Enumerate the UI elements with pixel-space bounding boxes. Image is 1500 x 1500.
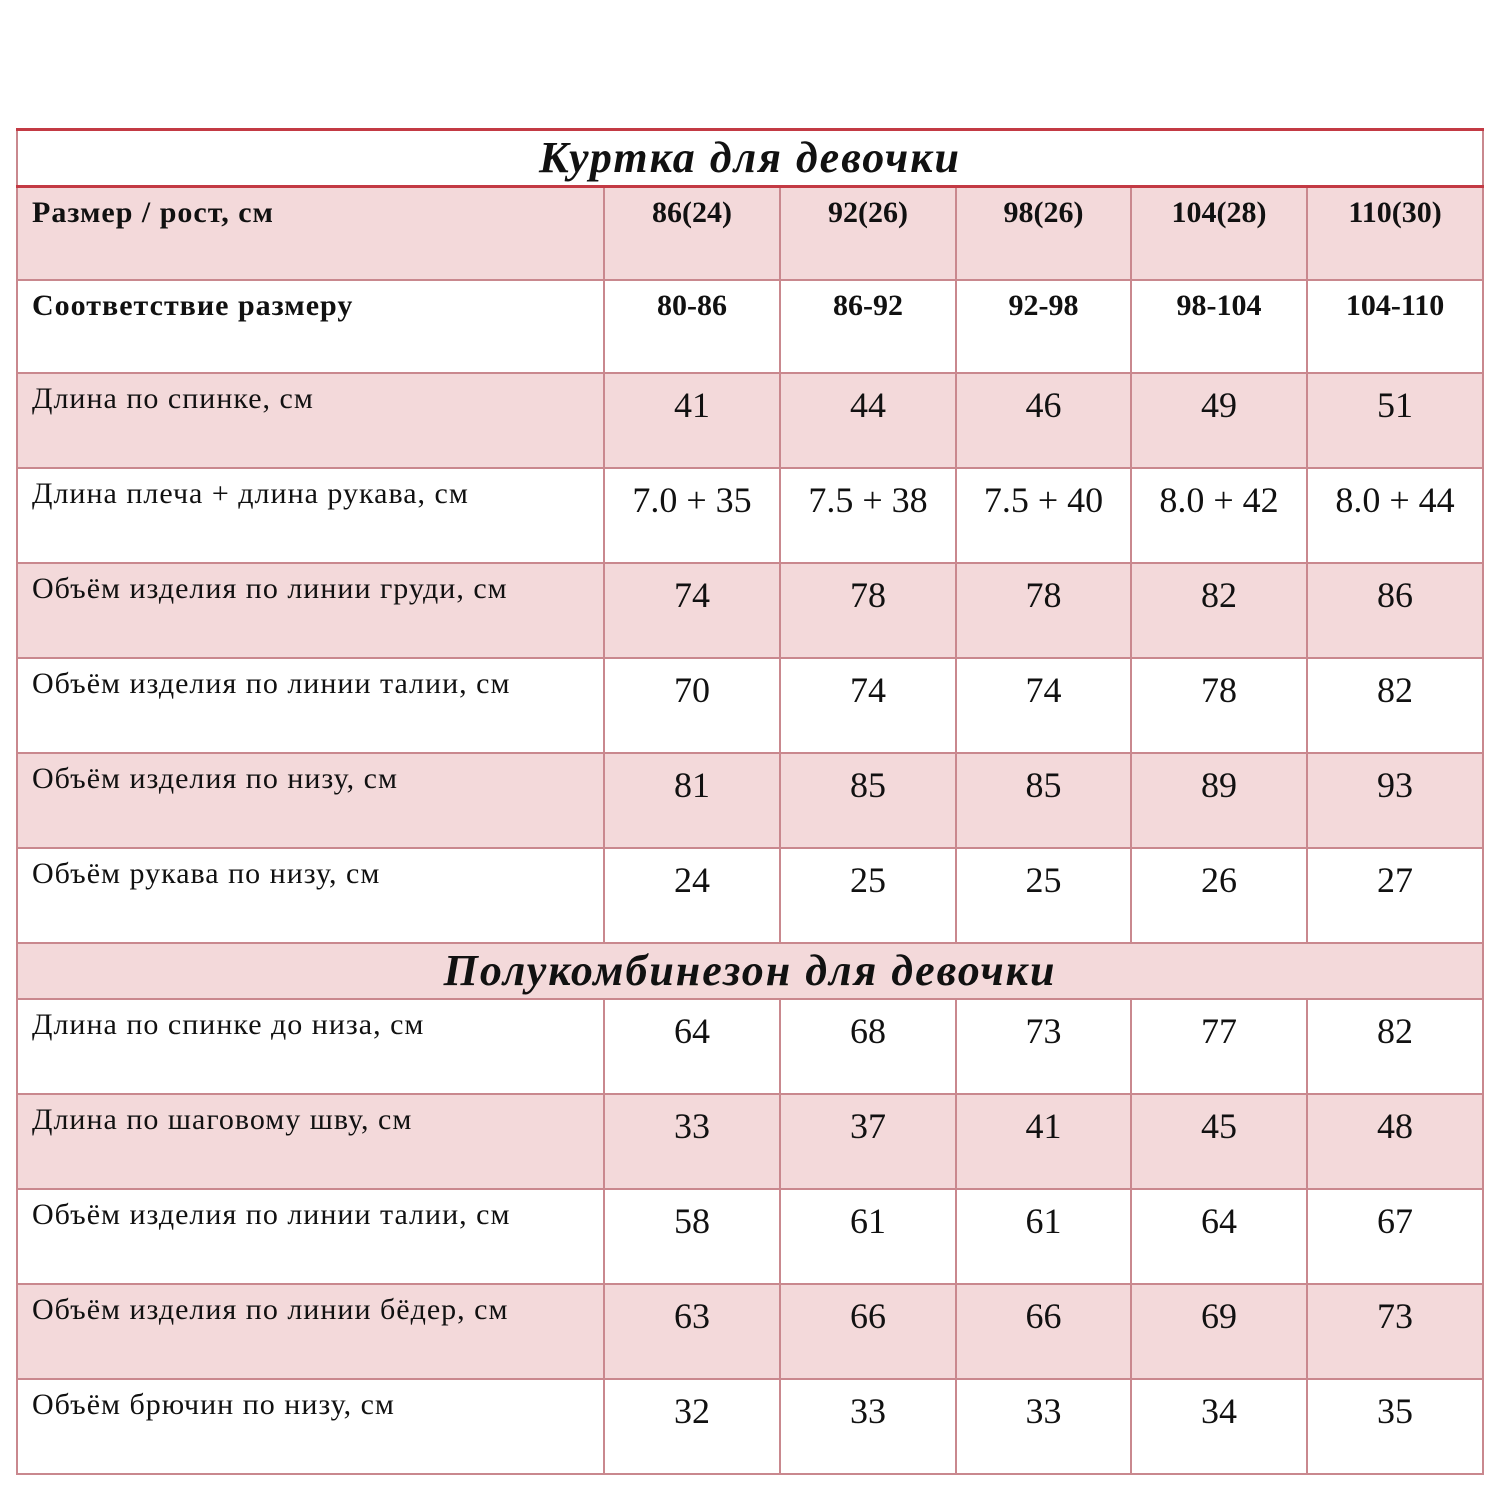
jacket-row-value: 70 — [604, 658, 780, 753]
overalls-row-value: 35 — [1307, 1379, 1483, 1474]
jacket-row-value: 74 — [780, 658, 956, 753]
jacket-row-value: 51 — [1307, 373, 1483, 468]
overalls-row-value: 33 — [780, 1379, 956, 1474]
overalls-row-value: 66 — [780, 1284, 956, 1379]
jacket-row-value: 26 — [1131, 848, 1307, 943]
jacket-row-value: 82 — [1307, 658, 1483, 753]
overalls-row-value: 68 — [780, 999, 956, 1094]
overalls-row-value: 33 — [956, 1379, 1131, 1474]
overalls-row-value: 33 — [604, 1094, 780, 1189]
jacket-row-value: 8.0 + 44 — [1307, 468, 1483, 563]
overalls-row-value: 77 — [1131, 999, 1307, 1094]
overalls-row-label: Объём изделия по линии талии, см — [17, 1189, 604, 1284]
overalls-row-value: 67 — [1307, 1189, 1483, 1284]
overalls-row — [17, 1189, 1483, 1284]
overalls-row-value: 32 — [604, 1379, 780, 1474]
jacket-row-value: 81 — [604, 753, 780, 848]
overalls-row-label: Объём брючин по низу, см — [17, 1379, 604, 1474]
size-chart-body — [17, 130, 1483, 1475]
overalls-row — [17, 999, 1483, 1094]
overalls-row-value: 58 — [604, 1189, 780, 1284]
jacket-row-value: 74 — [956, 658, 1131, 753]
overalls-row-label: Объём изделия по линии бёдер, см — [17, 1284, 604, 1379]
jacket-row-label: Соответствие размеру — [17, 280, 604, 373]
jacket-row-value: 86-92 — [780, 280, 956, 373]
jacket-title-row — [17, 130, 1483, 187]
jacket-row-label: Длина по спинке, см — [17, 373, 604, 468]
overalls-row-value: 48 — [1307, 1094, 1483, 1189]
jacket-row-value: 25 — [780, 848, 956, 943]
overalls-row-value: 45 — [1131, 1094, 1307, 1189]
jacket-row-value: 78 — [1131, 658, 1307, 753]
jacket-row-label: Объём изделия по линии талии, см — [17, 658, 604, 753]
jacket-row-value: 27 — [1307, 848, 1483, 943]
overalls-row-value: 64 — [1131, 1189, 1307, 1284]
overalls-row-value: 37 — [780, 1094, 956, 1189]
jacket-row-value: 44 — [780, 373, 956, 468]
jacket-row-value: 41 — [604, 373, 780, 468]
jacket-row-value: 93 — [1307, 753, 1483, 848]
jacket-row-value: 85 — [956, 753, 1131, 848]
overalls-row — [17, 1094, 1483, 1189]
overalls-row-value: 34 — [1131, 1379, 1307, 1474]
jacket-row — [17, 468, 1483, 563]
jacket-row-value: 82 — [1131, 563, 1307, 658]
jacket-row-value: 24 — [604, 848, 780, 943]
jacket-row — [17, 658, 1483, 753]
overalls-row-value: 63 — [604, 1284, 780, 1379]
jacket-row — [17, 753, 1483, 848]
jacket-row — [17, 373, 1483, 468]
overalls-row — [17, 1379, 1483, 1474]
overalls-row-label: Длина по шаговому шву, см — [17, 1094, 604, 1189]
size-chart-table — [16, 128, 1484, 1475]
jacket-row-value: 7.5 + 38 — [780, 468, 956, 563]
jacket-title: Куртка для девочки — [17, 130, 1483, 187]
jacket-row — [17, 848, 1483, 943]
overalls-row-value: 82 — [1307, 999, 1483, 1094]
jacket-row-value: 78 — [780, 563, 956, 658]
jacket-row-value: 110(30) — [1307, 187, 1483, 281]
jacket-row-value: 46 — [956, 373, 1131, 468]
jacket-row-value: 86 — [1307, 563, 1483, 658]
jacket-row-value: 92-98 — [956, 280, 1131, 373]
overalls-row-value: 64 — [604, 999, 780, 1094]
overalls-row-value: 61 — [780, 1189, 956, 1284]
overalls-row — [17, 1284, 1483, 1379]
overalls-title-row — [17, 943, 1483, 999]
jacket-row-value: 98-104 — [1131, 280, 1307, 373]
jacket-row-value: 49 — [1131, 373, 1307, 468]
overalls-row-label: Длина по спинке до низа, см — [17, 999, 604, 1094]
overalls-row-value: 61 — [956, 1189, 1131, 1284]
jacket-row-value: 92(26) — [780, 187, 956, 281]
jacket-row — [17, 280, 1483, 373]
jacket-row-label: Размер / рост, см — [17, 187, 604, 281]
jacket-row-value: 25 — [956, 848, 1131, 943]
jacket-row-value: 78 — [956, 563, 1131, 658]
jacket-row-value: 89 — [1131, 753, 1307, 848]
jacket-row-value: 8.0 + 42 — [1131, 468, 1307, 563]
overalls-row-value: 66 — [956, 1284, 1131, 1379]
jacket-row-label: Объём рукава по низу, см — [17, 848, 604, 943]
jacket-row-label: Длина плеча + длина рукава, см — [17, 468, 604, 563]
jacket-row — [17, 187, 1483, 281]
overalls-row-value: 41 — [956, 1094, 1131, 1189]
jacket-row-value: 7.0 + 35 — [604, 468, 780, 563]
jacket-row-value: 85 — [780, 753, 956, 848]
jacket-row-label: Объём изделия по низу, см — [17, 753, 604, 848]
overalls-row-value: 73 — [956, 999, 1131, 1094]
overalls-title: Полукомбинезон для девочки — [17, 943, 1483, 999]
jacket-row-value: 80-86 — [604, 280, 780, 373]
jacket-row-value: 104-110 — [1307, 280, 1483, 373]
overalls-row-value: 73 — [1307, 1284, 1483, 1379]
jacket-row-value: 7.5 + 40 — [956, 468, 1131, 563]
jacket-row-label: Объём изделия по линии груди, см — [17, 563, 604, 658]
jacket-row-value: 74 — [604, 563, 780, 658]
jacket-row-value: 86(24) — [604, 187, 780, 281]
jacket-row-value: 98(26) — [956, 187, 1131, 281]
jacket-row — [17, 563, 1483, 658]
jacket-row-value: 104(28) — [1131, 187, 1307, 281]
overalls-row-value: 69 — [1131, 1284, 1307, 1379]
